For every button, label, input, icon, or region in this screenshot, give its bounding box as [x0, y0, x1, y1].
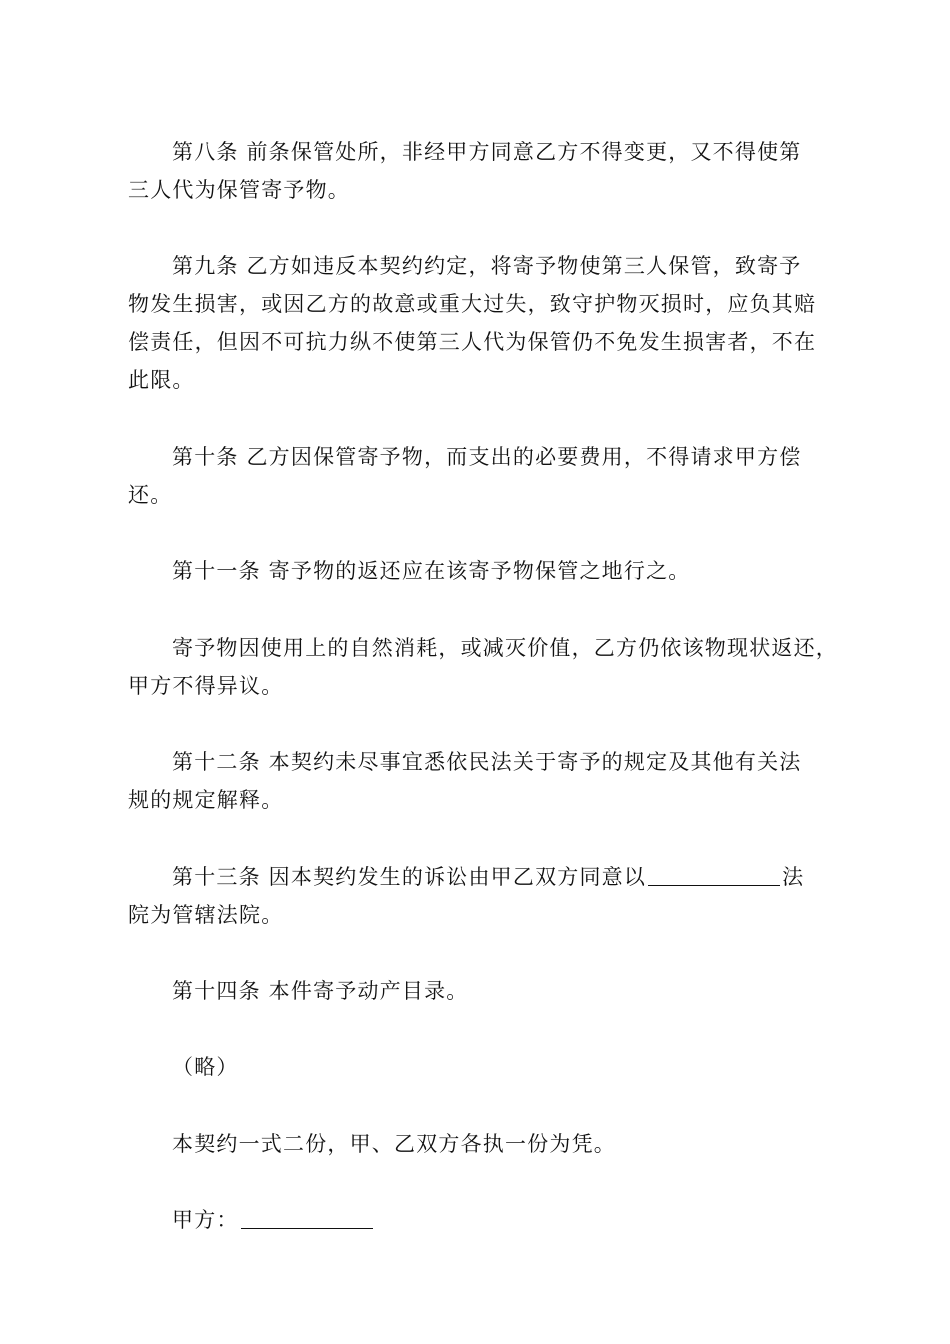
article-9-line-3: 偿责任，但因不可抗力纵不使第三人代为保管仍不免发生损害者，不在 — [128, 330, 817, 354]
article-13-line-1 — [172, 859, 872, 895]
article-12-line-1: 第十二条 本契约未尽事宜悉依民法关于寄予的规定及其他有关法 — [172, 750, 802, 774]
court-name-blank[interactable] — [648, 864, 780, 886]
article-12-line-2: 规的规定解释。 — [128, 788, 284, 812]
copies-statement: 本契约一式二份，甲、乙双方各执一份为凭。 — [172, 1132, 616, 1156]
article-10-line-1: 第十条 乙方因保管寄予物，而支出的必要费用，不得请求甲方偿 — [172, 445, 802, 469]
article-13-text-after: 法 — [782, 865, 805, 889]
article-11-para-2-line-2: 甲方不得异议。 — [128, 674, 284, 698]
party-a-signature-line — [172, 1202, 872, 1238]
article-13-line-2: 院为管辖法院。 — [128, 903, 284, 927]
article-9-line-1: 第九条 乙方如违反本契约约定，将寄予物使第三人保管，致寄予 — [172, 254, 802, 278]
party-a-label: 甲方： — [172, 1208, 239, 1232]
article-11-line-1: 第十一条 寄予物的返还应在该寄予物保管之地行之。 — [172, 559, 691, 583]
party-a-blank[interactable] — [241, 1207, 373, 1229]
article-13-text-before: 第十三条 因本契约发生的诉讼由甲乙双方同意以 — [172, 865, 647, 889]
article-10-line-2: 还。 — [128, 483, 173, 507]
article-8-line-2: 三人代为保管寄予物。 — [128, 178, 350, 202]
article-8-line-1: 第八条 前条保管处所，非经甲方同意乙方不得变更，又不得使第 — [172, 140, 802, 164]
omitted-note: （略） — [172, 1055, 239, 1079]
article-9-line-2: 物发生损害，或因乙方的故意或重大过失，致守护物灭损时，应负其赔 — [128, 292, 817, 316]
article-9-line-4: 此限。 — [128, 368, 195, 392]
article-11-para-2-line-1: 寄予物因使用上的自然消耗，或减灭价值，乙方仍依该物现状返还， — [172, 636, 838, 660]
article-14-line-1: 第十四条 本件寄予动产目录。 — [172, 979, 469, 1003]
